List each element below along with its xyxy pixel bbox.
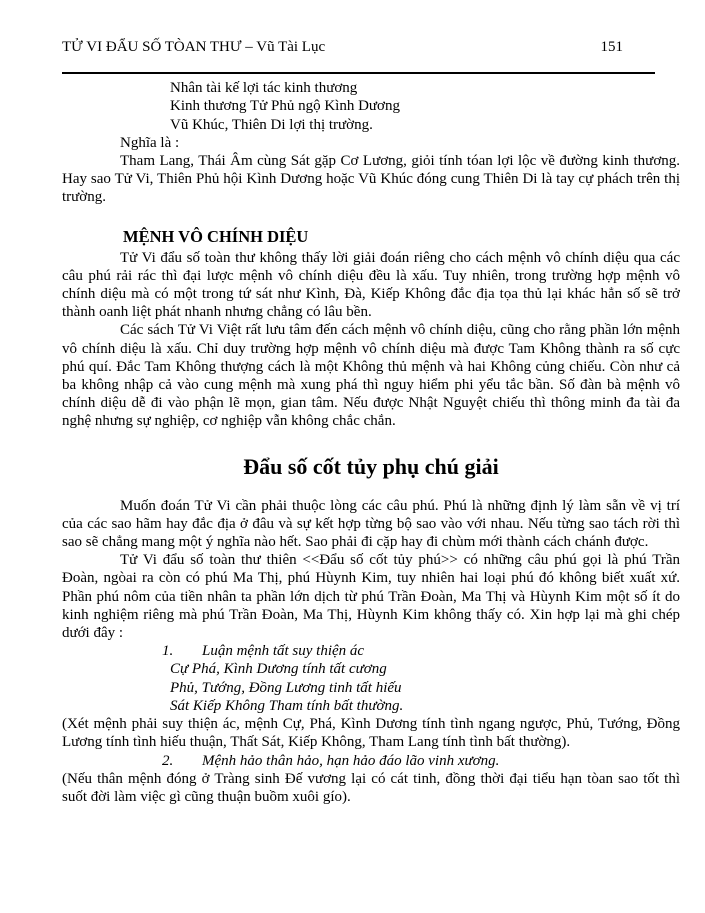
list-item-1 xyxy=(162,642,680,660)
header-title: TỬ VI ĐẨU SỐ TÒAN THƯ – Vũ Tài Lục xyxy=(62,39,326,55)
meaning-label: Nghĩa là : xyxy=(120,134,180,151)
list-item-1-verse xyxy=(170,660,680,715)
list-item-1-title: Luận mệnh tất suy thiện ác xyxy=(202,643,365,660)
opening-verse xyxy=(170,79,680,134)
verse-line: Kinh thương Tử Phủ ngộ Kình Dương xyxy=(170,98,400,115)
list-item-2-number: 2. xyxy=(162,752,174,769)
list-item-2 xyxy=(162,752,680,770)
list-item-2-note: (Nếu thân mệnh đóng ở Tràng sinh Đế vương lại có cát tinh, đồng thời đại tiểu hạn tòan sao tốt thì suốt đời làm việc gì cũng thuận buồm xuôi gío). xyxy=(62,770,680,805)
chapter-heading-dau-so-cot-tuy: Đẩu số cốt tủy phụ chú giải xyxy=(243,453,499,479)
page-number: 151 xyxy=(600,39,623,55)
list-item-1-number: 1. xyxy=(162,643,174,660)
verse-line: Phủ, Tướng, Đồng Lương tinh tất hiếu xyxy=(170,679,402,696)
verse-line: Nhân tài kế lợi tác kinh thương xyxy=(170,80,358,97)
section-heading-menh-vo-chinh-dieu: MỆNH VÔ CHÍNH DIỆU xyxy=(123,226,309,246)
meaning-paragraph: Tham Lang, Thái Âm cùng Sát gặp Cơ Lương, giỏi tính tóan lợi lộc về đường kinh thương. Hay sao Tử Vi, Thiên Phủ hội Kình Dương hoặc Vũ Khúc đóng cung Thiên Di là tay cự phách trên thị trường. xyxy=(62,153,680,206)
section1-paragraph-1: Tử Vi đẩu số toàn thư không thấy lời giải đoán riêng cho cách mệnh vô chính diệu qua các câu phú rải rác thì đại lược mệnh vô chính diệu đều là xấu. Tuy nhiên, trong trường hợp mệnh vô chính diệu mà có một trong tứ sát như Kình, Đà, Kiếp Không đắc địa tọa thủ lại khác hẳn số sẽ trở thành oanh liệt phát nhanh nhưng chẳng có lâu bền. xyxy=(62,249,680,321)
header-rule xyxy=(62,72,655,74)
verse-line: Cự Phá, Kình Dương tính tất cương xyxy=(170,661,387,678)
section1-paragraph-2: Các sách Tử Vi Việt rất lưu tâm đến cách mệnh vô chính diệu, cũng cho rằng phần lớn mệnh vô chính diệu là xấu. Chỉ duy trường hợp mệnh vô chính diệu mà được Tam Không thành ra số cực phú quí. Đắc Tam Không thượng cách là một Không thủ mệnh và hai Không củng chiếu. Còn như cả ba không nhập cả vào cung mệnh mà xung phá thì nguy hiểm phi yểu tắc bần. Số đàn bà mệnh vô chính diệu dễ đi vào phận lẽ mọn, gian tâm. Nếu được Nhật Nguyệt chiếu thì thông minh đa tài đa nghệ nhưng sự nghiệp, cơ nghiệp vẫn không chắc chắn. xyxy=(62,322,680,430)
list-item-1-note: (Xét mệnh phải suy thiện ác, mệnh Cự, Phá, Kình Dương tính tình ngang ngược, Phủ, Tướng, Đồng Lương tính tình hiếu thuận, Thất Sát, Kiếp Không, Tham Lang tính tình bất thường). xyxy=(62,716,680,751)
verse-line: Sát Kiếp Không Tham tính bất thường. xyxy=(170,697,404,714)
verse-line: Vũ Khúc, Thiên Di lợi thị trường. xyxy=(170,116,373,133)
page-header xyxy=(62,38,680,56)
section2-paragraph-2: Tử Vi đẩu số toàn thư thiên <<Đẩu số cốt tủy phú>> có những câu phú gọi là phú Trần Đoàn, ngòai ra còn có phú Ma Thị, phú Hùynh Kim, tuy nhiên hai loại phú đó không biết xuất xứ. Phần phú nôm của tiền nhân ta phần lớn dịch từ phú Trần Đoàn, Ma Thị và Hùynh Kim một số ít do kinh nghiệm riêng mà phú Trần Đoàn, Ma Thị, Hùynh Kim không thấy có. Xin hợp lại mà ghi chép dưới đây : xyxy=(62,552,680,642)
section2-paragraph-1: Muốn đoán Tử Vi cần phải thuộc lòng các câu phú. Phú là những định lý làm sẵn về vị trí của các sao hãm hay đắc địa ở đâu và sự kết hợp từng bộ sao vào với nhau. Nếu từng sao tách rời thì sao sẽ chẳng mang một ý nghĩa nào hết. Sao phải đi cặp hay đi chùm mới thành cách chánh được. xyxy=(62,497,680,551)
list-item-2-title: Mệnh hảo thân hảo, hạn hảo đáo lão vinh xương. xyxy=(202,752,500,769)
